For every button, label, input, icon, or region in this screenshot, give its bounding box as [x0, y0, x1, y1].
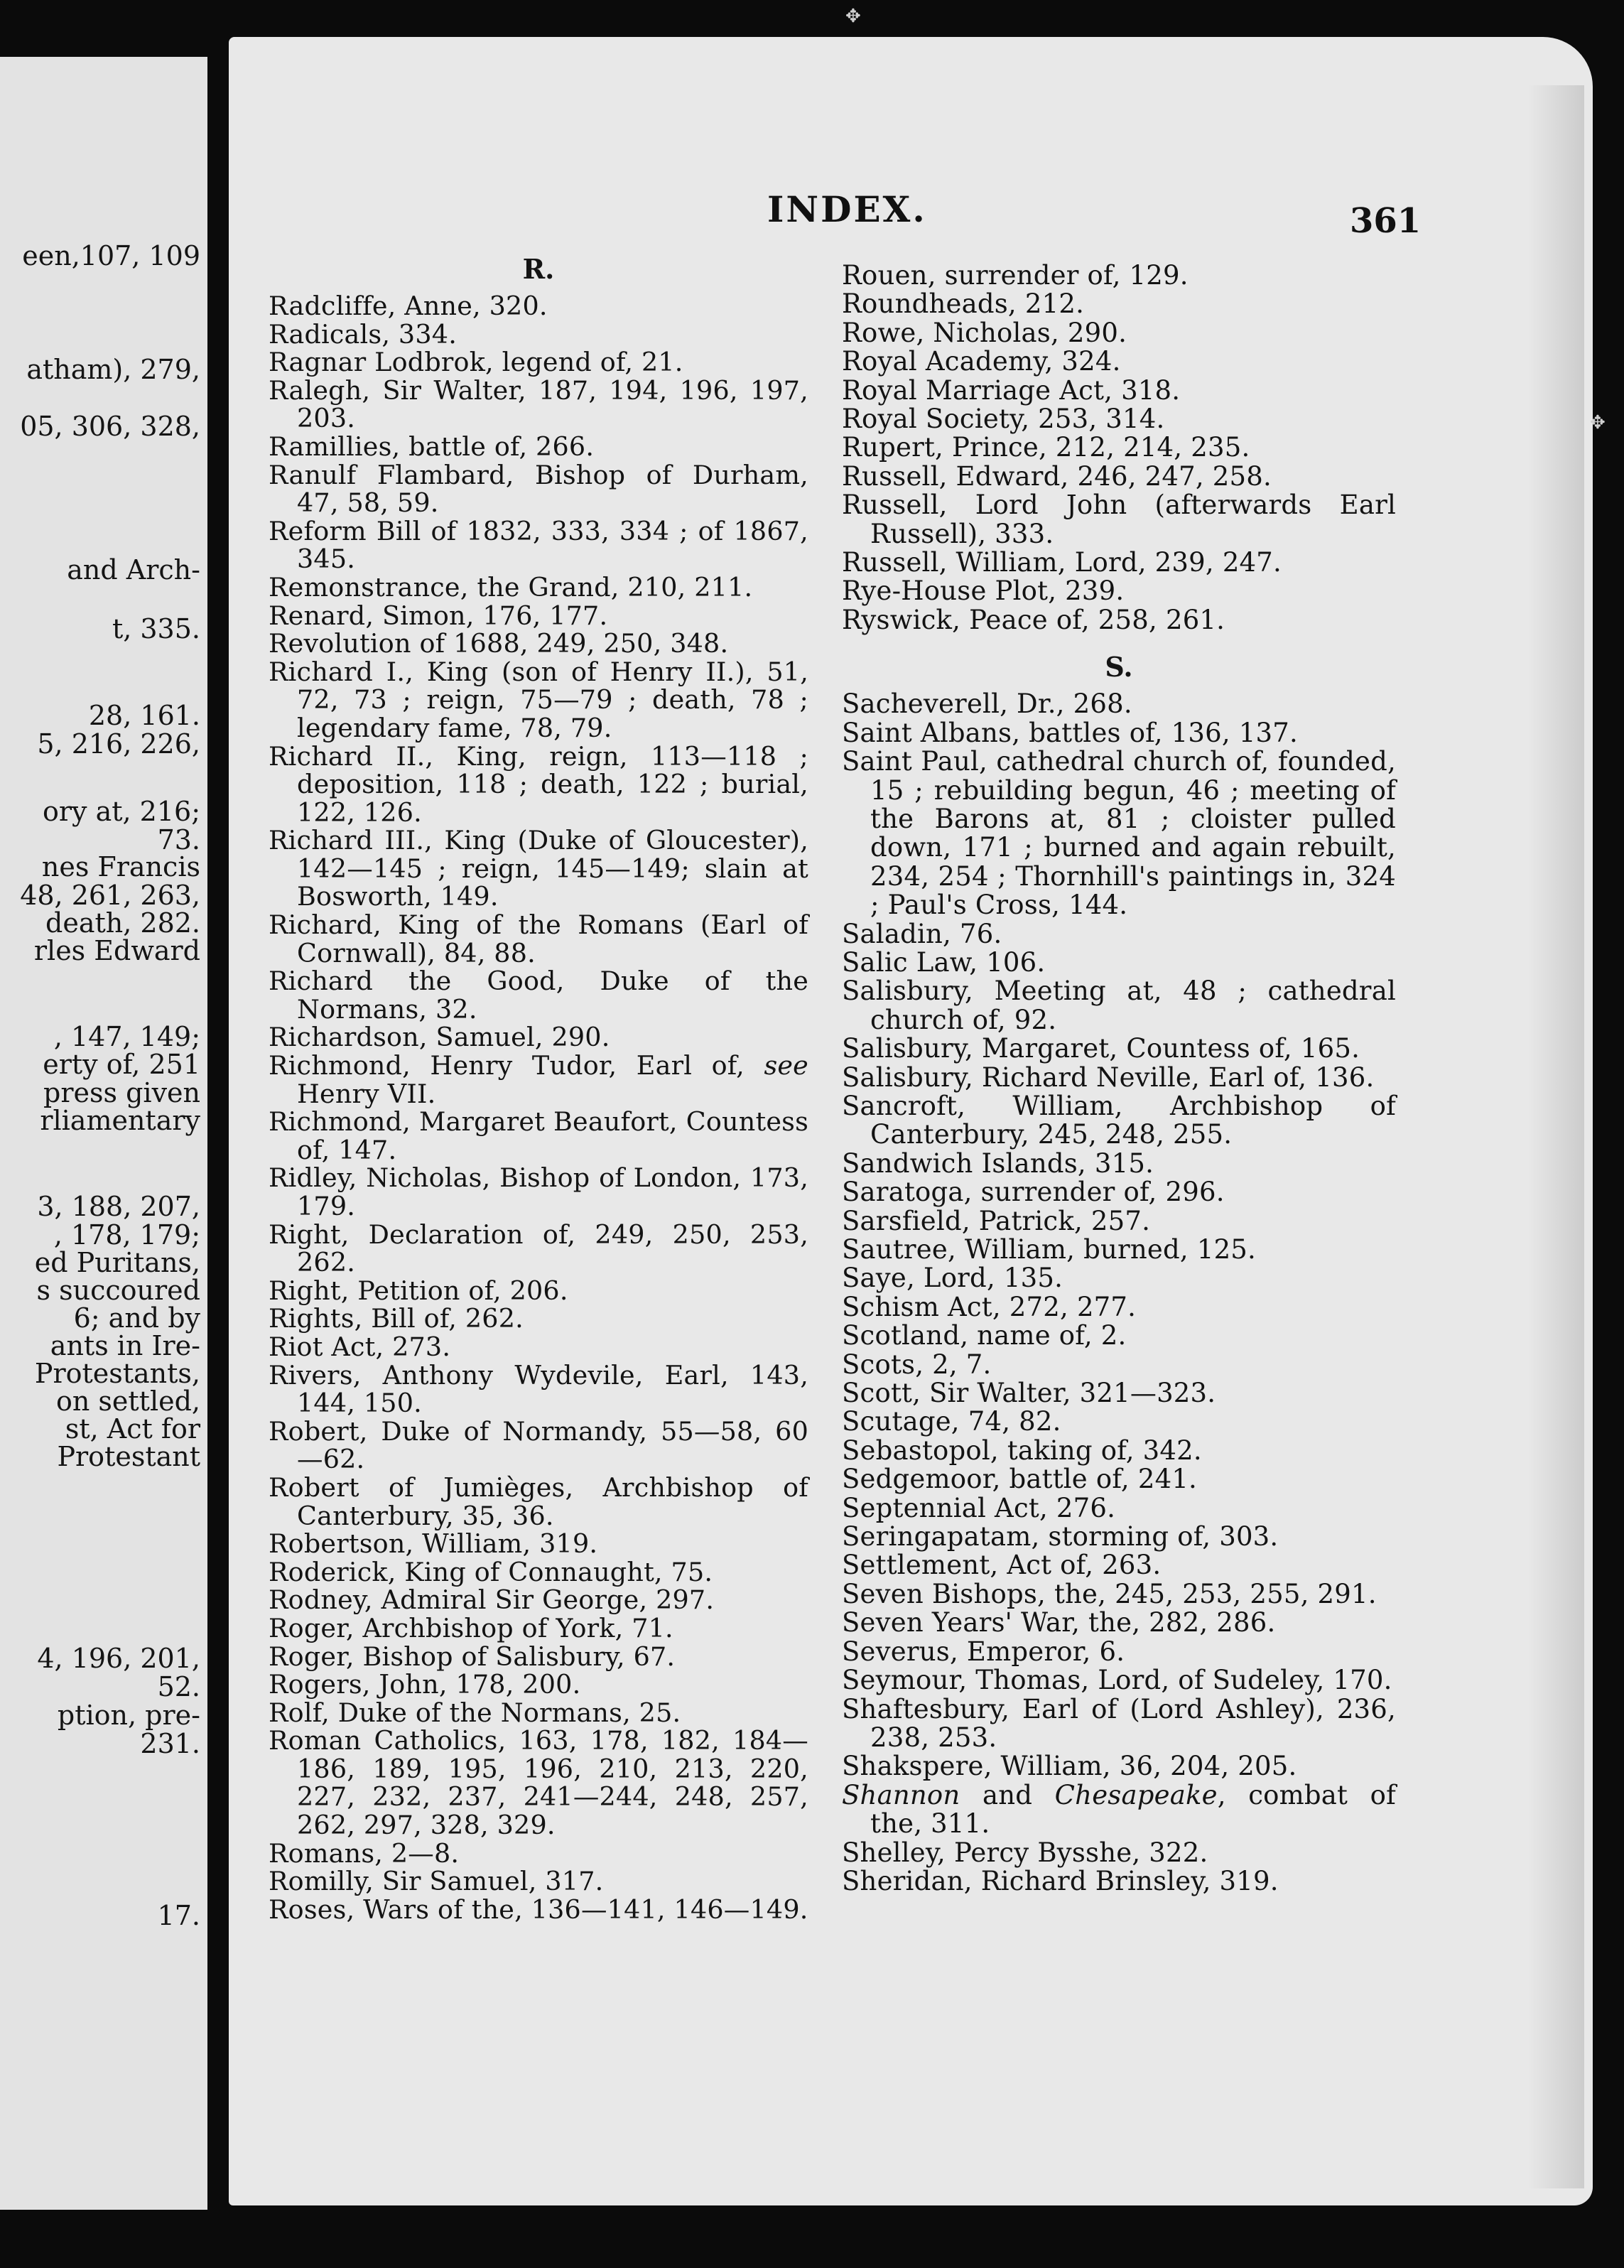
scan-blemish-icon: ✥: [1590, 412, 1606, 433]
index-entry: Radcliffe, Anne, 320.: [269, 291, 548, 321]
left-page-line: 3, 188, 207,: [37, 1191, 200, 1222]
index-entry: Robert of Jumièges, Archbishop of Canterbury, 35, 36.: [269, 1472, 808, 1531]
index-entry: Rowe, Nicholas, 290.: [842, 317, 1127, 348]
index-entry: Seven Years' War, the, 282, 286.: [842, 1607, 1276, 1638]
book-gutter: [207, 43, 229, 2238]
left-page-line: 28, 161.: [88, 700, 200, 731]
index-entry: Saye, Lord, 135.: [842, 1263, 1063, 1294]
index-entry: Russell, William, Lord, 239, 247.: [842, 547, 1282, 578]
left-page-line: 52.: [157, 1671, 200, 1702]
left-page-line: 17.: [157, 1900, 200, 1931]
index-column-right: [842, 261, 1396, 1896]
index-entry: Sacheverell, Dr., 268.: [842, 688, 1132, 720]
left-page-line: erty of, 251: [43, 1049, 200, 1080]
index-entry: Ridley, Nicholas, Bishop of London, 173, 179.: [269, 1162, 808, 1221]
index-entry: Richardson, Samuel, 290.: [269, 1022, 610, 1053]
left-page-line: on settled,: [55, 1386, 200, 1417]
index-entry: Seven Bishops, the, 245, 253, 255, 291.: [842, 1578, 1377, 1609]
left-page-line: 05, 306, 328,: [20, 411, 200, 442]
left-page-line: st, Act for: [65, 1413, 200, 1444]
index-entry-text: Richmond, Henry Tudor, Earl of,: [269, 1050, 764, 1081]
cross-reference-target: Henry VII.: [297, 1078, 436, 1109]
index-entry: Seringapatam, storming of, 303.: [842, 1521, 1279, 1552]
index-entry-with-cross-reference: [269, 1052, 808, 1108]
index-entry: Saratoga, surrender of, 296.: [842, 1177, 1225, 1208]
index-entry: Revolution of 1688, 249, 250, 348.: [269, 628, 729, 659]
index-entry: Russell, Edward, 246, 247, 258.: [842, 460, 1272, 492]
index-entry: Royal Marriage Act, 318.: [842, 374, 1181, 406]
section-heading-r: R.: [522, 253, 555, 285]
index-entry: Septennial Act, 276.: [842, 1492, 1116, 1523]
index-entry: Richmond, Margaret Beaufort, Countess of, 147.: [269, 1106, 808, 1165]
index-entry: Romilly, Sir Samuel, 317.: [269, 1866, 604, 1897]
index-entry: Royal Academy, 324.: [842, 346, 1121, 377]
index-entry: Ryswick, Peace of, 258, 261.: [842, 604, 1225, 635]
index-entry: Scotland, name of, 2.: [842, 1320, 1127, 1351]
index-entry: Ramillies, battle of, 266.: [269, 431, 595, 462]
index-entry: Richard III., King (Duke of Gloucester), 142—145 ; reign, 145—149; slain at Bosworth, 149.: [269, 825, 808, 912]
index-entry: Salisbury, Richard Neville, Earl of, 136.: [842, 1062, 1375, 1093]
index-entry: Robert, Duke of Normandy, 55—58, 60—62.: [269, 1415, 808, 1475]
left-page-line: 5, 216, 226,: [37, 728, 200, 760]
index-entry: Shakspere, William, 36, 204, 205.: [842, 1751, 1297, 1782]
index-entry: Rights, Bill of, 262.: [269, 1303, 524, 1334]
index-entry: Roundheads, 212.: [842, 288, 1085, 320]
index-entry: Rupert, Prince, 212, 214, 235.: [842, 432, 1250, 463]
left-page-line: Protestants,: [34, 1358, 200, 1389]
see-cross-reference: see: [764, 1050, 808, 1081]
left-page-line: and Arch-: [67, 554, 200, 585]
left-page-line: ants in Ire-: [50, 1330, 200, 1361]
index-entry: Sheridan, Richard Brinsley, 319.: [842, 1865, 1279, 1896]
left-page-line: death, 282.: [45, 907, 200, 939]
left-page-line: nes Francis: [41, 851, 200, 882]
index-entry: Remonstrance, the Grand, 210, 211.: [269, 571, 753, 603]
index-entry: Scutage, 74, 82.: [842, 1406, 1061, 1437]
index-entry: Scott, Sir Walter, 321—323.: [842, 1378, 1216, 1409]
left-page-line: atham), 279,: [26, 354, 200, 385]
index-entry: Roger, Archbishop of York, 71.: [269, 1612, 673, 1643]
index-entry: Sautree, William, burned, 125.: [842, 1234, 1257, 1265]
index-entry: Renard, Simon, 176, 177.: [269, 600, 608, 631]
index-entry: Sarsfield, Patrick, 257.: [842, 1205, 1151, 1236]
left-page-line: t, 335.: [112, 613, 200, 644]
index-entry: Roger, Bishop of Salisbury, 67.: [269, 1641, 676, 1672]
left-page-line: Protestant: [57, 1441, 200, 1472]
index-entry: Rodney, Admiral Sir George, 297.: [269, 1584, 715, 1616]
left-page-line: s succoured: [36, 1275, 200, 1306]
index-entry: Roderick, King of Connaught, 75.: [269, 1556, 713, 1587]
index-entry: Romans, 2—8.: [269, 1837, 460, 1869]
index-entry: Radicals, 334.: [269, 318, 458, 350]
index-entry: Richard the Good, Duke of the Normans, 32.: [269, 966, 808, 1025]
index-column-left: [269, 245, 808, 1923]
index-entry-text: , combat of the, 311.: [870, 1779, 1396, 1840]
index-entry: Sandwich Islands, 315.: [842, 1148, 1154, 1179]
index-entry: Rivers, Anthony Wydevile, Earl, 143, 144, 150.: [269, 1359, 808, 1419]
ship-name-chesapeake: Chesapeake: [1054, 1779, 1218, 1810]
conjunction-text: and: [960, 1779, 1055, 1810]
index-entry: Russell, Lord John (afterwards Earl Russell), 333.: [842, 490, 1396, 549]
index-entry: Reform Bill of 1832, 333, 334 ; of 1867, 345.: [269, 515, 808, 575]
left-page-line: ory at, 216;: [42, 796, 200, 827]
index-entry: Rye-House Plot, 239.: [842, 576, 1125, 607]
page-number: 361: [1350, 201, 1422, 241]
scan-blemish-icon: ✥: [845, 6, 861, 27]
ship-name-shannon: Shannon: [842, 1779, 960, 1810]
index-entry: Right, Petition of, 206.: [269, 1275, 568, 1306]
left-page-line: rliamentary: [40, 1105, 200, 1136]
left-page-line: press given: [43, 1077, 200, 1108]
index-entry: Saladin, 76.: [842, 918, 1002, 949]
left-page-line: 231.: [140, 1728, 200, 1759]
index-entry: Shaftesbury, Earl of (Lord Ashley), 236, 238, 253.: [842, 1693, 1396, 1753]
index-entry: Ranulf Flambard, Bishop of Durham, 47, 58, 59.: [269, 459, 808, 519]
index-entry: Ragnar Lodbrok, legend of, 21.: [269, 347, 683, 378]
index-entry: Roses, Wars of the, 136—141, 146—149.: [269, 1894, 808, 1925]
index-entry: Rolf, Duke of the Normans, 25.: [269, 1697, 681, 1728]
index-entry: Salisbury, Meeting at, 48 ; cathedral church of, 92.: [842, 976, 1396, 1035]
left-page-line: ed Puritans,: [34, 1247, 200, 1278]
page-title: INDEX.: [767, 188, 927, 230]
index-entry: Schism Act, 272, 277.: [842, 1291, 1137, 1322]
index-entry: Robertson, William, 319.: [269, 1528, 598, 1560]
index-entry: Rogers, John, 178, 200.: [269, 1669, 581, 1700]
index-entry: Ralegh, Sir Walter, 187, 194, 196, 197, 203.: [269, 374, 808, 434]
left-page-line: een,107, 109: [22, 240, 200, 271]
index-entry: Roman Catholics, 163, 178, 182, 184—186, 189, 195, 196, 210, 213, 220, 227, 232, 237, 241—244, 248, 257, 262, 297, 328, 329.: [269, 1725, 808, 1841]
index-entry: Richard, King of the Romans (Earl of Cornwall), 84, 88.: [269, 909, 808, 968]
left-page-line: 6; and by: [73, 1302, 200, 1334]
index-entry: Rouen, surrender of, 129.: [842, 260, 1189, 291]
index-entry: Salic Law, 106.: [842, 946, 1046, 978]
index-entry: Right, Declaration of, 249, 250, 253, 262.: [269, 1219, 808, 1278]
left-page-line: ption, pre-: [57, 1700, 200, 1731]
left-page-line: 73.: [157, 824, 200, 855]
index-entry: Riot Act, 273.: [269, 1331, 451, 1362]
index-entry-ship-combat: [842, 1781, 1396, 1839]
index-entry: Salisbury, Margaret, Countess of, 165.: [842, 1033, 1360, 1064]
index-entry: Royal Society, 253, 314.: [842, 404, 1165, 435]
section-heading-s: S.: [1105, 651, 1133, 684]
index-entry: Seymour, Thomas, Lord, of Sudeley, 170.: [842, 1665, 1392, 1696]
index-entry: Saint Albans, battles of, 136, 137.: [842, 717, 1298, 748]
index-entry: Sancroft, William, Archbishop of Canterbury, 245, 248, 255.: [842, 1090, 1396, 1150]
left-page-fragment: [0, 57, 207, 2210]
index-entry: Settlement, Act of, 263.: [842, 1550, 1162, 1581]
index-entry: Scots, 2, 7.: [842, 1349, 992, 1380]
index-entry: Saint Paul, cathedral church of, founded, 15 ; rebuilding begun, 46 ; meeting of the Barons at, 81 ; cloister pulled down, 171 ; burned and again rebuilt, 234, 254 ; Thornhill's paintings in, 324 ; Paul's Cross, 144.: [842, 746, 1396, 921]
index-entry: Severus, Emperor, 6.: [842, 1636, 1125, 1667]
left-page-line: 48, 261, 263,: [20, 880, 200, 911]
index-entry: Sedgemoor, battle of, 241.: [842, 1464, 1198, 1495]
left-page-line: , 147, 149;: [53, 1021, 200, 1052]
index-entry: Shelley, Percy Bysshe, 322.: [842, 1837, 1208, 1868]
index-entry: Sebastopol, taking of, 342.: [842, 1435, 1202, 1466]
left-page-line: 4, 196, 201,: [37, 1643, 200, 1674]
left-page-line: rles Edward: [33, 935, 200, 966]
index-entry: Richard I., King (son of Henry II.), 51, 72, 73 ; reign, 75—79 ; death, 78 ; legendary fame, 78, 79.: [269, 656, 808, 743]
left-page-line: , 178, 179;: [53, 1219, 200, 1251]
index-entry: Richard II., King, reign, 113—118 ; deposition, 118 ; death, 122 ; burial, 122, 126.: [269, 740, 808, 828]
